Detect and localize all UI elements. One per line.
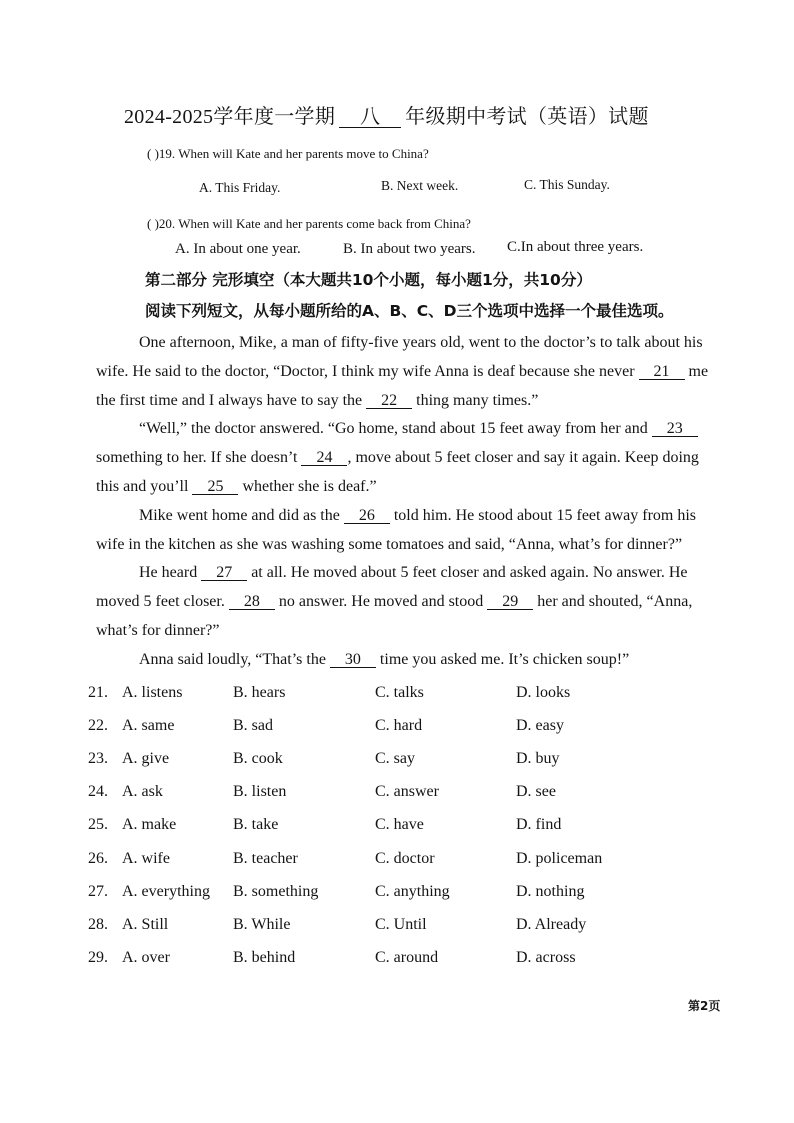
choice-number: 26. xyxy=(88,850,108,867)
choice-d: D. policeman xyxy=(516,850,603,867)
choice-c: C. around xyxy=(375,949,439,966)
blank-26: 26 xyxy=(344,509,390,524)
choice-number: 28. xyxy=(88,916,108,933)
choice-c: C. anything xyxy=(375,883,450,900)
question-19 xyxy=(147,146,429,162)
title-suffix: 年级期中考试（英语）试题 xyxy=(405,106,649,128)
passage-text: “Well,” the doctor answered. “Go home, stand about 15 feet away from her and xyxy=(139,420,648,438)
choice-number: 24. xyxy=(88,783,108,800)
choice-number: 23. xyxy=(88,750,108,767)
question-number: ( )19. xyxy=(147,146,176,161)
page-number: 第2页 xyxy=(688,999,721,1013)
choice-c: C. have xyxy=(375,816,424,833)
blank-24: 24 xyxy=(301,451,347,466)
choice-d: D. find xyxy=(516,816,562,833)
choice-number: 29. xyxy=(88,949,108,966)
passage-text: something to her. If she doesn’t xyxy=(96,449,298,467)
choice-d: D. see xyxy=(516,783,556,800)
passage-text: One afternoon, Mike, a man of fifty-five years old, went to the doctor’s to talk about his wife. He said to the doctor, “Doctor, I think my wife Anna is deaf because she never xyxy=(96,334,703,380)
choice-d: D. looks xyxy=(516,684,571,701)
blank-25: 25 xyxy=(192,480,238,495)
blank-23: 23 xyxy=(652,422,698,437)
blank-28: 28 xyxy=(229,595,275,610)
choice-c: C. answer xyxy=(375,783,439,800)
q20-option-a: A. In about one year. xyxy=(175,241,301,257)
grade-blank: 八 xyxy=(339,107,401,128)
blank-30: 30 xyxy=(330,653,376,668)
passage-text: time you asked me. It’s chicken soup!” xyxy=(379,650,630,668)
blank-22: 22 xyxy=(366,394,412,409)
choice-a: A. wife xyxy=(122,850,170,867)
passage-text: at all. He moved about 5 feet closer and asked again. No answer. He moved 5 feet closer. xyxy=(96,564,688,611)
choice-c: C. hard xyxy=(375,717,423,734)
choice-a: A. everything xyxy=(122,883,210,900)
blank-27: 27 xyxy=(201,566,247,581)
choice-b: B. behind xyxy=(233,949,296,966)
passage-text: told him. He stood about 15 feet away from his wife in the kitchen as she was washing some tomatoes and said, “Anna, what’s for dinner?” xyxy=(96,506,697,553)
q19-option-a: A. This Friday. xyxy=(199,180,281,195)
choice-number: 21. xyxy=(88,684,108,701)
choice-number: 25. xyxy=(88,816,108,833)
q19-option-b: B. Next week. xyxy=(381,178,459,193)
choice-c: C. talks xyxy=(375,684,424,701)
choice-b: B. listen xyxy=(233,783,287,800)
passage-text: no answer. He moved and stood xyxy=(278,593,484,611)
question-text: When will Kate and her parents move to China? xyxy=(178,146,429,161)
choice-d: D. buy xyxy=(516,750,560,767)
blank-29: 29 xyxy=(487,595,533,610)
passage-text: Anna said loudly, “That’s the xyxy=(139,650,326,668)
passage-text: whether she is deaf.” xyxy=(242,477,377,495)
passage-text: thing many times.” xyxy=(416,391,539,409)
q20-option-c: C.In about three years. xyxy=(507,239,644,255)
q19-option-c: C. This Sunday. xyxy=(524,177,610,192)
choice-b: B. While xyxy=(233,916,291,933)
choice-a: A. make xyxy=(122,816,177,833)
passage-text: Mike went home and did as the xyxy=(139,506,340,524)
choice-b: B. sad xyxy=(233,717,273,734)
choice-a: A. Still xyxy=(122,916,169,933)
question-number: ( )20. xyxy=(147,216,176,231)
question-20 xyxy=(147,216,471,232)
passage-text: He heard xyxy=(139,564,198,582)
choice-b: B. teacher xyxy=(233,850,298,867)
choice-a: A. same xyxy=(122,717,175,734)
choice-a: A. over xyxy=(122,949,170,966)
passage xyxy=(96,329,716,675)
passage-text: , move about 5 feet closer and say it again. Keep doing this and you’ll xyxy=(96,449,699,495)
choice-d: D. across xyxy=(516,949,576,966)
choice-d: D. easy xyxy=(516,717,564,734)
choice-a: A. ask xyxy=(122,783,163,800)
passage-text: me the first time and I always have to say the xyxy=(96,362,709,409)
choice-a: A. listens xyxy=(122,684,183,701)
blank-21: 21 xyxy=(639,365,685,380)
section-title: 第二部分 完形填空（本大题共10个小题，每小题1分，共10分） xyxy=(145,271,592,289)
choice-b: B. something xyxy=(233,883,319,900)
q20-option-b: B. In about two years. xyxy=(343,241,476,257)
question-text: When will Kate and her parents come back from China? xyxy=(178,216,471,231)
section-instruction: 阅读下列短文，从每小题所给的A、B、C、D三个选项中选择一个最佳选项。 xyxy=(145,302,674,320)
choice-number: 22. xyxy=(88,717,108,734)
choice-d: D. Already xyxy=(516,916,587,933)
choice-number: 27. xyxy=(88,883,108,900)
title-prefix: 2024-2025学年度一学期 xyxy=(124,106,336,128)
choice-b: B. take xyxy=(233,816,279,833)
choice-b: B. hears xyxy=(233,684,286,701)
exam-title xyxy=(124,100,649,129)
choice-c: C. Until xyxy=(375,916,427,933)
choice-a: A. give xyxy=(122,750,170,767)
choice-b: B. cook xyxy=(233,750,283,767)
passage-text: her and shouted, “Anna, what’s for dinner?” xyxy=(96,593,693,639)
choice-d: D. nothing xyxy=(516,883,585,900)
choice-c: C. say xyxy=(375,750,415,767)
choice-c: C. doctor xyxy=(375,850,435,867)
